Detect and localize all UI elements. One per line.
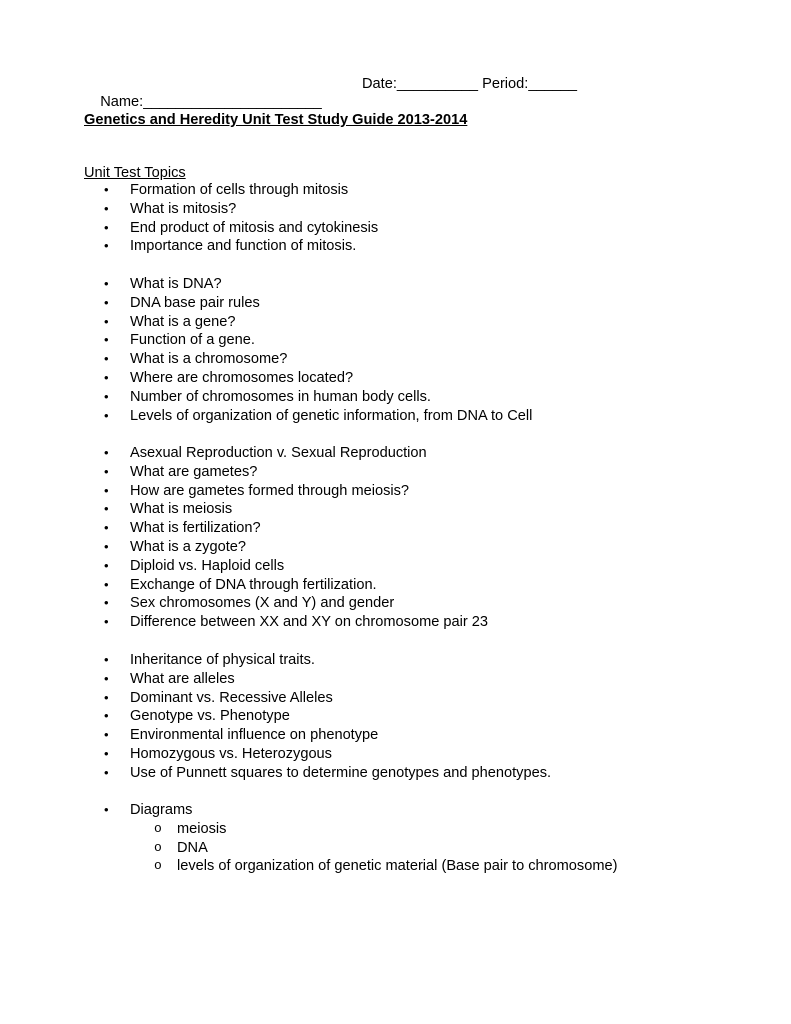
list-item-text: Sex chromosomes (X and Y) and gender: [130, 595, 395, 612]
bullet-icon: •: [104, 501, 109, 517]
list-item-text: What is a chromosome?: [130, 351, 288, 368]
bullet-icon: •: [104, 294, 109, 310]
hollow-circle-bullet-icon: o: [154, 839, 162, 855]
list-item-text: Difference between XX and XY on chromosome pair 23: [130, 614, 489, 631]
list-item-text: What are alleles: [130, 670, 235, 687]
bullet-icon: •: [104, 407, 109, 423]
bullet-icon: •: [104, 745, 109, 761]
list-item-text: Inheritance of physical traits.: [130, 652, 315, 668]
sub-list-item-text: DNA: [177, 839, 208, 856]
date-period-field-label: Date:__________ Period:______: [362, 76, 578, 92]
list-item-text: Where are chromosomes located?: [130, 369, 354, 386]
list-item-text: Number of chromosomes in human body cells.: [130, 388, 431, 405]
bullet-icon: •: [104, 463, 109, 479]
bullet-icon: •: [104, 520, 109, 536]
document-title: Genetics and Heredity Unit Test Study Guide 2013-2014: [84, 112, 468, 128]
list-item-text: DNA base pair rules: [130, 294, 260, 311]
hollow-circle-bullet-icon: o: [154, 858, 162, 874]
bullet-icon: •: [104, 445, 109, 460]
bullet-icon: •: [104, 332, 109, 348]
list-item-text: What is a zygote?: [130, 538, 246, 555]
bullet-icon: •: [104, 614, 109, 630]
bullet-icon: •: [104, 670, 109, 686]
list-item-text: What is a gene?: [130, 313, 236, 330]
topics-heading: Unit Test Topics: [84, 165, 186, 181]
bullet-icon: •: [104, 708, 109, 724]
list-item-text: Environmental influence on phenotype: [130, 727, 379, 744]
bullet-icon: •: [104, 689, 109, 705]
bullet-icon: •: [104, 369, 109, 385]
list-item-text: What is fertilization?: [130, 520, 261, 537]
bullet-icon: •: [104, 482, 109, 498]
list-item-text: End product of mitosis and cytokinesis: [130, 219, 379, 236]
list-item-text: Levels of organization of genetic information, from DNA to Cell: [130, 407, 533, 424]
list-item-text: What is meiosis: [130, 501, 233, 518]
bullet-icon: •: [104, 652, 109, 667]
list-item-text: Dominant vs. Recessive Alleles: [130, 689, 333, 706]
list-item-text: Exchange of DNA through fertilization.: [130, 576, 377, 593]
bullet-icon: •: [104, 351, 109, 367]
list-item-text: What is DNA?: [130, 276, 222, 292]
sub-list-item-text: levels of organization of genetic material (Base pair to chromosome): [177, 858, 618, 875]
bullet-icon: •: [104, 557, 109, 573]
list-item-text: How are gametes formed through meiosis?: [130, 482, 410, 499]
list-item-text: Formation of cells through mitosis: [130, 182, 349, 198]
bullet-icon: •: [104, 576, 109, 592]
bullet-icon: •: [104, 200, 109, 216]
list-item-text: Homozygous vs. Heterozygous: [130, 745, 332, 762]
bullet-icon: •: [104, 595, 109, 611]
bullet-icon: •: [104, 802, 109, 817]
list-item-text: Use of Punnett squares to determine genotypes and phenotypes.: [130, 764, 552, 781]
bullet-icon: •: [104, 182, 109, 197]
list-item-text: Function of a gene.: [130, 332, 255, 349]
list-item-text: Genotype vs. Phenotype: [130, 708, 290, 725]
list-item-text: What is mitosis?: [130, 200, 237, 217]
bullet-icon: •: [104, 764, 109, 780]
name-field-label: Name:______________________: [100, 94, 322, 110]
bullet-icon: •: [104, 238, 109, 254]
list-item-text: Asexual Reproduction v. Sexual Reproduction: [130, 445, 427, 461]
list-item-text: What are gametes?: [130, 463, 258, 480]
bullet-icon: •: [104, 313, 109, 329]
list-item-text: Importance and function of mitosis.: [130, 238, 357, 255]
sub-list-item-text: meiosis: [177, 820, 227, 837]
bullet-icon: •: [104, 538, 109, 554]
bullet-icon: •: [104, 276, 109, 291]
bullet-icon: •: [104, 727, 109, 743]
bullet-icon: •: [104, 388, 109, 404]
list-item-text: Diploid vs. Haploid cells: [130, 557, 285, 574]
list-item-text: Diagrams: [130, 802, 193, 818]
bullet-icon: •: [104, 219, 109, 235]
hollow-circle-bullet-icon: o: [154, 820, 162, 836]
